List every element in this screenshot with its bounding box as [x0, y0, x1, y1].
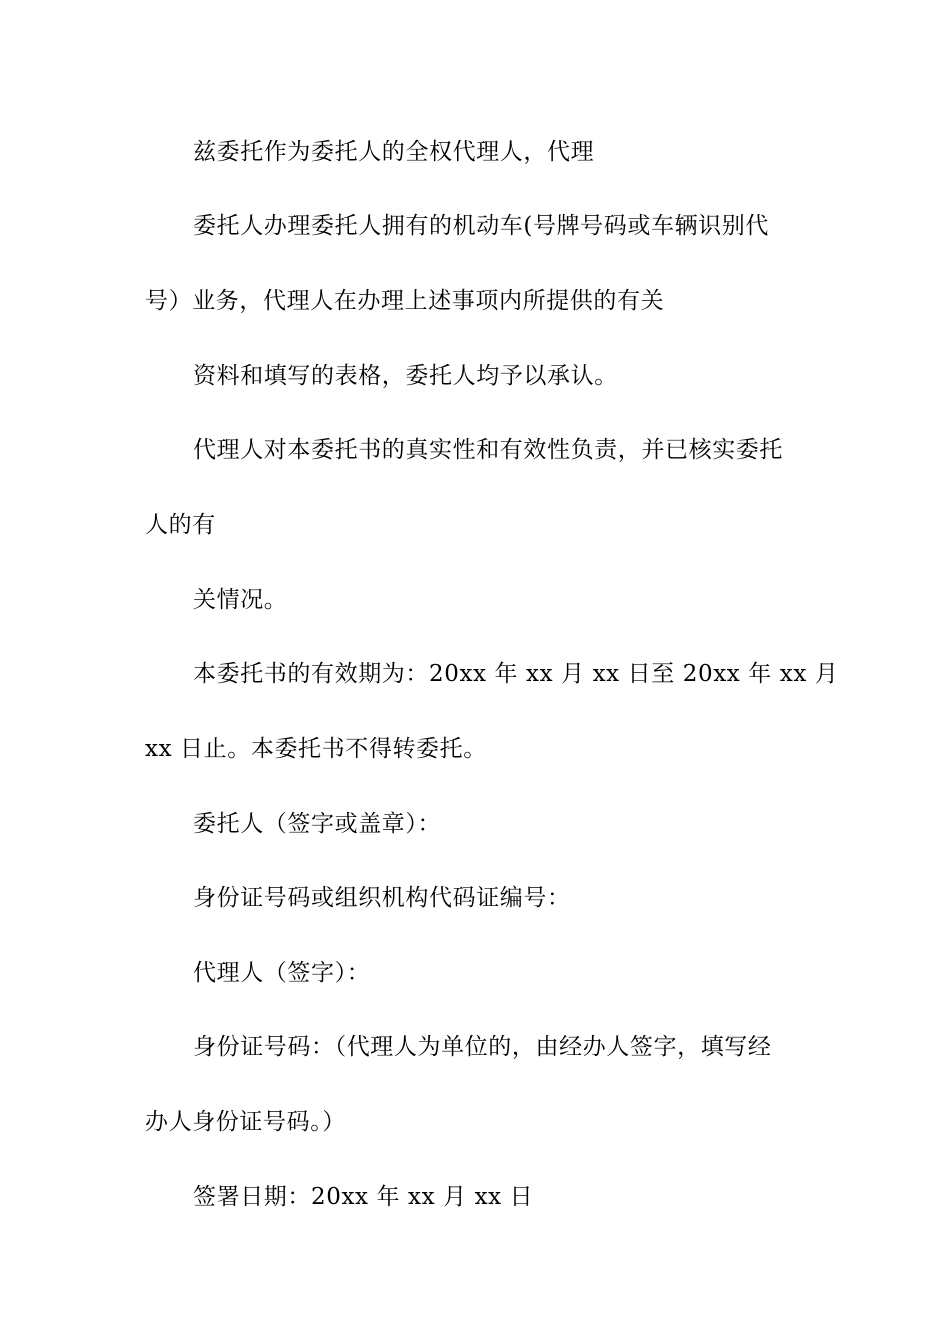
agent-id-label: 身份证号码：（代理人为单位的，由经办人签字，填写经	[193, 1034, 772, 1060]
paragraph-line-1: 兹委托作为委托人的全权代理人，代理	[193, 139, 595, 165]
paragraph-line-3: 号）业务，代理人在办理上述事项内所提供的有关	[145, 288, 665, 314]
paragraph-line-6: 人的有	[145, 512, 216, 538]
paragraph-line-2: 委托人办理委托人拥有的机动车(号牌号码或车辆识别代	[193, 213, 769, 239]
paragraph-line-5: 代理人对本委托书的真实性和有效性负责，并已核实委托	[193, 437, 783, 463]
signing-date-label: 签署日期：20xx 年 xx 月 xx 日	[193, 1184, 534, 1210]
principal-signature-label: 委托人（签字或盖章）：	[193, 811, 442, 837]
validity-line-1: 本委托书的有效期为：20xx 年 xx 月 xx 日至 20xx 年 xx 月	[193, 661, 839, 687]
validity-line-2: xx 日止。本委托书不得转委托。	[145, 736, 487, 762]
principal-id-label: 身份证号码或组织机构代码证编号：	[193, 885, 571, 911]
agent-id-label-cont: 办人身份证号码。）	[145, 1109, 346, 1135]
paragraph-line-7: 关情况。	[193, 587, 288, 613]
paragraph-line-4: 资料和填写的表格，委托人均予以承认。	[193, 363, 618, 389]
agent-signature-label: 代理人（签字）：	[193, 960, 371, 986]
